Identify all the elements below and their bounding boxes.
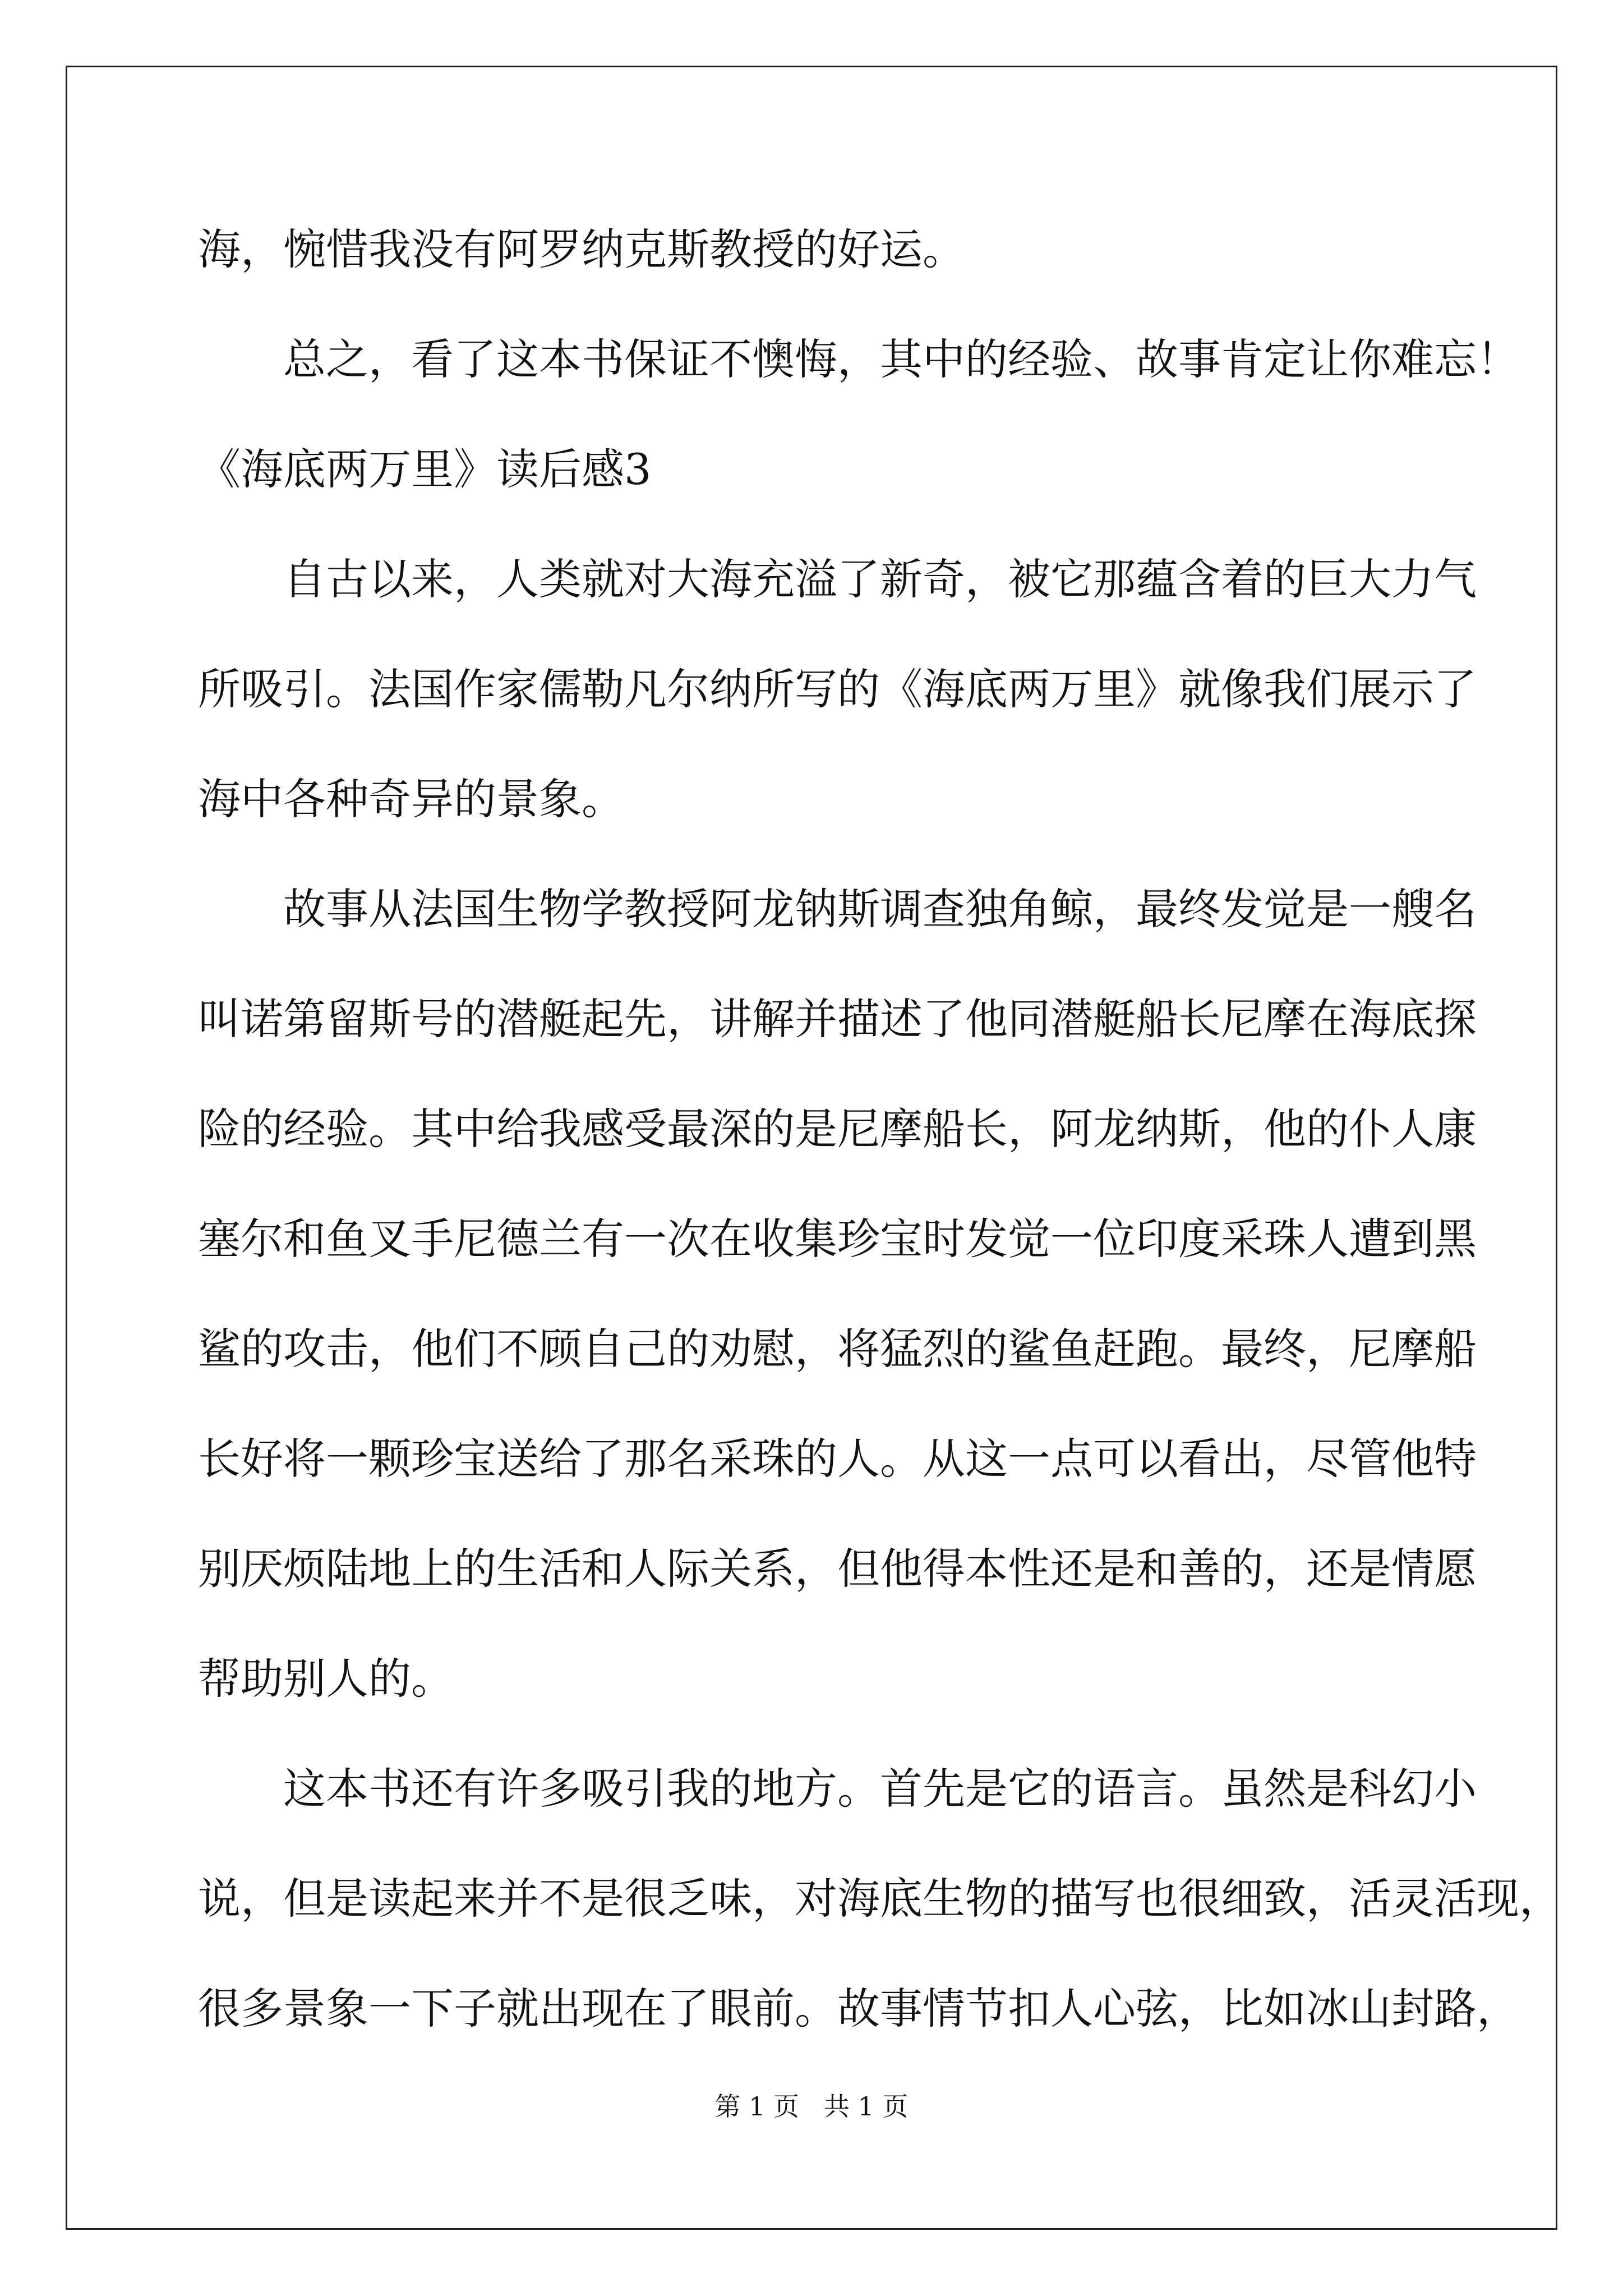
text-line: 海中各种奇异的景象。 xyxy=(198,774,624,824)
page-footer: 第 1 页 共 1 页 xyxy=(714,2091,909,2122)
text-line: 自古以来，人类就对大海充溢了新奇，被它那蕴含着的巨大力气 xyxy=(283,554,1477,604)
text-line: 这本书还有许多吸引我的地方。首先是它的语言。虽然是科幻小 xyxy=(283,1764,1477,1814)
text-line: 很多景象一下子就出现在了眼前。故事情节扣人心弦，比如冰山封路， xyxy=(198,1984,1519,2033)
text-line: 叫诺第留斯号的潜艇起先，讲解并描述了他同潜艇船长尼摩在海底探 xyxy=(198,994,1477,1044)
text-line: 总之，看了这本书保证不懊悔，其中的经验、故事肯定让你难忘！ xyxy=(283,334,1519,384)
text-line: 险的经验。其中给我感受最深的是尼摩船长，阿龙纳斯，他的仆人康 xyxy=(198,1104,1477,1154)
text-line: 长好将一颗珍宝送给了那名采珠的人。从这一点可以看出，尽管他特 xyxy=(198,1434,1477,1484)
text-line: 故事从法国生物学教授阿龙钠斯调查独角鲸，最终发觉是一艘名 xyxy=(283,884,1477,934)
document-body xyxy=(198,222,1562,2037)
text-line: 鲨的攻击，他们不顾自己的劝慰，将猛烈的鲨鱼赶跑。最终，尼摩船 xyxy=(198,1324,1477,1374)
text-line: 说，但是读起来并不是很乏味，对海底生物的描写也很细致，活灵活现， xyxy=(198,1874,1562,1924)
text-line: 塞尔和鱼叉手尼德兰有一次在收集珍宝时发觉一位印度采珠人遭到黑 xyxy=(198,1214,1477,1264)
section-heading: 《海底两万里》读后感3 xyxy=(198,444,652,494)
text-line: 帮助别人的。 xyxy=(198,1654,454,1704)
text-line: 海，惋惜我没有阿罗纳克斯教授的好运。 xyxy=(198,224,965,274)
text-line: 所吸引。法国作家儒勒凡尔纳所写的《海底两万里》就像我们展示了 xyxy=(198,664,1477,714)
text-line: 别厌烦陆地上的生活和人际关系，但他得本性还是和善的，还是情愿 xyxy=(198,1544,1477,1594)
